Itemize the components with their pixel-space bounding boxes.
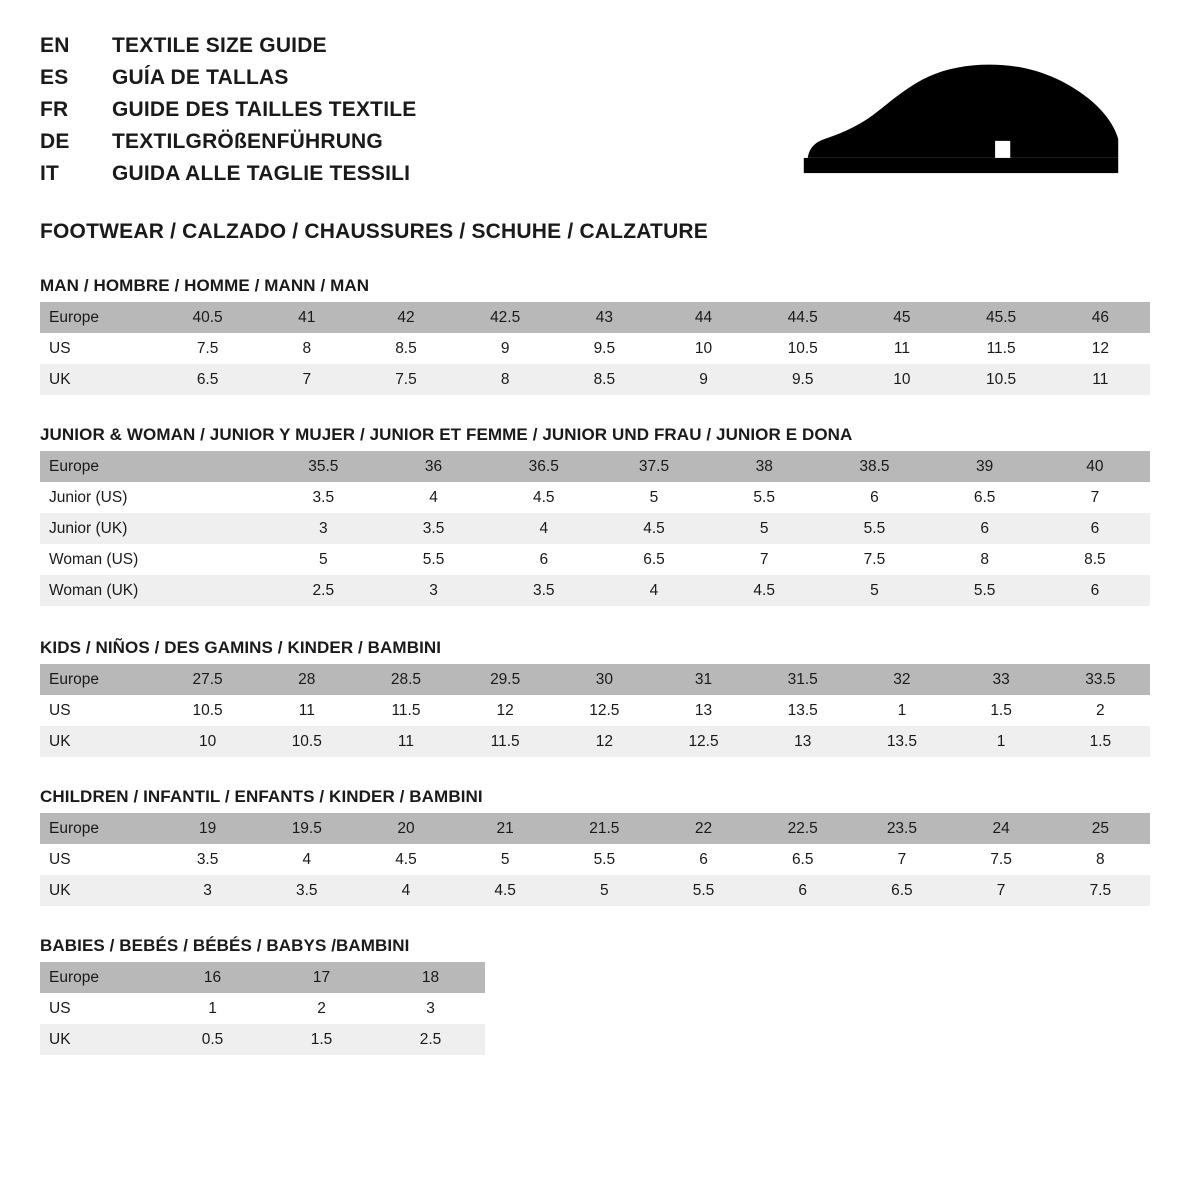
size-cell: 31.5 <box>753 664 852 695</box>
size-table <box>40 664 1150 757</box>
section-title: JUNIOR & WOMAN / JUNIOR Y MUJER / JUNIOR ET FEMME / JUNIOR UND FRAU / JUNIOR E DONA <box>40 425 853 444</box>
size-cell: 3.5 <box>268 482 378 513</box>
size-cell: 46 <box>1051 302 1150 333</box>
size-cell: 3 <box>158 875 257 906</box>
size-cell: 2.5 <box>268 575 378 606</box>
size-cell: 6 <box>489 544 599 575</box>
size-cell: 41 <box>257 302 356 333</box>
language-row <box>40 66 416 98</box>
size-cell: 3.5 <box>489 575 599 606</box>
table-row <box>40 1024 485 1055</box>
size-section <box>40 787 1160 906</box>
size-cell: 4 <box>489 513 599 544</box>
size-cell: 28.5 <box>356 664 455 695</box>
size-cell: 25 <box>1051 813 1150 844</box>
size-cell: 4.5 <box>456 875 555 906</box>
table-header-row <box>40 813 1150 844</box>
table-row <box>40 513 1150 544</box>
size-table <box>40 962 485 1055</box>
row-label: UK <box>40 875 158 906</box>
size-cell: 10.5 <box>257 726 356 757</box>
size-cell: 5.5 <box>555 844 654 875</box>
size-cell: 18 <box>376 962 485 993</box>
language-list <box>40 34 416 194</box>
language-code: IT <box>40 162 60 185</box>
size-cell: 4.5 <box>489 482 599 513</box>
size-cell: 11 <box>1051 364 1150 395</box>
size-section <box>40 638 1160 757</box>
size-cell: 13 <box>654 695 753 726</box>
size-cell: 29.5 <box>456 664 555 695</box>
size-cell: 3.5 <box>158 844 257 875</box>
size-cell: 8 <box>930 544 1040 575</box>
language-code: FR <box>40 98 69 121</box>
size-cell: 6 <box>654 844 753 875</box>
size-cell: 12 <box>456 695 555 726</box>
size-cell <box>158 544 268 575</box>
table-row <box>40 875 1150 906</box>
size-cell: 8.5 <box>356 333 455 364</box>
size-cell: 6 <box>753 875 852 906</box>
size-cell: 3.5 <box>257 875 356 906</box>
size-cell: 6 <box>1040 575 1150 606</box>
size-cell: 13.5 <box>753 695 852 726</box>
size-cell: 6.5 <box>852 875 951 906</box>
section-title: CHILDREN / INFANTIL / ENFANTS / KINDER / BAMBINI <box>40 787 483 806</box>
size-cell: 5 <box>456 844 555 875</box>
table-header-row <box>40 962 485 993</box>
size-cell: 8 <box>257 333 356 364</box>
size-cell: 22.5 <box>753 813 852 844</box>
size-cell: 10 <box>852 364 951 395</box>
size-cell: 5.5 <box>930 575 1040 606</box>
size-section <box>40 936 1160 1055</box>
size-cell: 11 <box>356 726 455 757</box>
size-section <box>40 276 1160 395</box>
size-cell: 7.5 <box>952 844 1051 875</box>
size-cell: 4.5 <box>356 844 455 875</box>
size-cell: 9.5 <box>555 333 654 364</box>
size-cell: 21.5 <box>555 813 654 844</box>
table-row <box>40 726 1150 757</box>
language-row <box>40 98 416 130</box>
size-cell: 9 <box>654 364 753 395</box>
size-cell: 10.5 <box>753 333 852 364</box>
section-title: MAN / HOMBRE / HOMME / MANN / MAN <box>40 276 370 295</box>
size-cell: 1.5 <box>267 1024 376 1055</box>
size-cell: 4 <box>257 844 356 875</box>
size-cell: 6.5 <box>599 544 709 575</box>
size-cell: 23.5 <box>852 813 951 844</box>
row-label: Europe <box>40 451 158 482</box>
page-header <box>40 34 1160 194</box>
table-row <box>40 482 1150 513</box>
size-cell: 44.5 <box>753 302 852 333</box>
size-table <box>40 813 1150 906</box>
size-cell: 36.5 <box>489 451 599 482</box>
row-label: US <box>40 993 158 1024</box>
size-cell: 5 <box>709 513 819 544</box>
language-title: TEXTILGRÖßENFÜHRUNG <box>112 130 383 153</box>
size-cell: 33.5 <box>1051 664 1150 695</box>
size-cell: 40.5 <box>158 302 257 333</box>
size-cell: 12.5 <box>555 695 654 726</box>
size-cell: 38 <box>709 451 819 482</box>
size-cell: 7 <box>952 875 1051 906</box>
size-cell: 10 <box>654 333 753 364</box>
size-cell: 22 <box>654 813 753 844</box>
size-cell: 17 <box>267 962 376 993</box>
size-cell: 5 <box>555 875 654 906</box>
size-cell: 16 <box>158 962 267 993</box>
size-cell: 10 <box>158 726 257 757</box>
language-row <box>40 162 416 194</box>
page-subtitle: FOOTWEAR / CALZADO / CHAUSSURES / SCHUHE / CALZATURE <box>40 220 709 243</box>
row-label: UK <box>40 726 158 757</box>
size-cell <box>158 451 268 482</box>
size-section <box>40 425 1160 606</box>
size-table <box>40 451 1150 606</box>
size-cell: 1 <box>852 695 951 726</box>
size-cell: 1.5 <box>952 695 1051 726</box>
row-label: US <box>40 333 158 364</box>
table-row <box>40 333 1150 364</box>
size-cell: 4 <box>378 482 488 513</box>
size-cell: 7 <box>852 844 951 875</box>
size-cell: 6 <box>1040 513 1150 544</box>
table-row <box>40 844 1150 875</box>
size-cell: 6 <box>930 513 1040 544</box>
table-row <box>40 993 485 1024</box>
size-cell: 11.5 <box>456 726 555 757</box>
row-label: Junior (US) <box>40 482 158 513</box>
row-label: US <box>40 695 158 726</box>
size-cell: 21 <box>456 813 555 844</box>
size-cell: 11.5 <box>356 695 455 726</box>
size-cell: 37.5 <box>599 451 709 482</box>
size-cell: 5.5 <box>709 482 819 513</box>
size-cell: 3 <box>378 575 488 606</box>
size-cell: 7.5 <box>356 364 455 395</box>
size-cell: 6.5 <box>158 364 257 395</box>
size-cell: 3 <box>268 513 378 544</box>
size-cell: 7.5 <box>819 544 929 575</box>
language-title: TEXTILE SIZE GUIDE <box>112 34 327 57</box>
size-cell: 13 <box>753 726 852 757</box>
table-header-row <box>40 302 1150 333</box>
size-cell: 9.5 <box>753 364 852 395</box>
row-label: Europe <box>40 302 158 333</box>
size-cell: 10.5 <box>952 364 1051 395</box>
size-cell: 4 <box>356 875 455 906</box>
size-cell <box>158 482 268 513</box>
size-tables-container <box>40 276 1160 1055</box>
size-cell: 6.5 <box>753 844 852 875</box>
section-title: BABIES / BEBÉS / BÉBÉS / BABYS /BAMBINI <box>40 936 410 955</box>
size-cell: 33 <box>952 664 1051 695</box>
table-header-row <box>40 664 1150 695</box>
row-label: Junior (UK) <box>40 513 158 544</box>
size-cell: 2.5 <box>376 1024 485 1055</box>
size-cell: 42.5 <box>456 302 555 333</box>
size-cell: 10.5 <box>158 695 257 726</box>
size-cell: 24 <box>952 813 1051 844</box>
table-header-row <box>40 451 1150 482</box>
size-cell: 7 <box>257 364 356 395</box>
size-cell: 5.5 <box>654 875 753 906</box>
size-cell: 11.5 <box>952 333 1051 364</box>
size-cell: 2 <box>1051 695 1150 726</box>
size-cell: 5 <box>819 575 929 606</box>
language-code: ES <box>40 66 69 89</box>
size-cell: 2 <box>267 993 376 1024</box>
size-cell: 38.5 <box>819 451 929 482</box>
language-title: GUÍA DE TALLAS <box>112 66 289 89</box>
size-cell: 12.5 <box>654 726 753 757</box>
size-cell: 30 <box>555 664 654 695</box>
size-cell: 36 <box>378 451 488 482</box>
size-cell: 32 <box>852 664 951 695</box>
language-row <box>40 130 416 162</box>
row-label: Europe <box>40 664 158 695</box>
size-cell: 11 <box>257 695 356 726</box>
size-cell: 0.5 <box>158 1024 267 1055</box>
size-cell: 27.5 <box>158 664 257 695</box>
size-cell <box>158 513 268 544</box>
table-row <box>40 575 1150 606</box>
row-label: Europe <box>40 962 158 993</box>
size-cell: 4.5 <box>599 513 709 544</box>
size-cell: 12 <box>555 726 654 757</box>
language-title: GUIDA ALLE TAGLIE TESSILI <box>112 162 411 185</box>
size-cell: 1 <box>158 993 267 1024</box>
row-label: Europe <box>40 813 158 844</box>
size-cell: 6.5 <box>930 482 1040 513</box>
size-cell: 19.5 <box>257 813 356 844</box>
size-cell: 31 <box>654 664 753 695</box>
size-cell: 5 <box>268 544 378 575</box>
size-cell: 5 <box>599 482 709 513</box>
size-cell: 4 <box>599 575 709 606</box>
size-cell: 28 <box>257 664 356 695</box>
size-cell: 5.5 <box>378 544 488 575</box>
size-cell: 45.5 <box>952 302 1051 333</box>
size-cell: 43 <box>555 302 654 333</box>
size-cell: 8 <box>456 364 555 395</box>
language-row <box>40 34 416 66</box>
row-label: Woman (US) <box>40 544 158 575</box>
size-cell: 7.5 <box>158 333 257 364</box>
size-cell: 7.5 <box>1051 875 1150 906</box>
table-row <box>40 544 1150 575</box>
size-cell: 39 <box>930 451 1040 482</box>
size-cell: 42 <box>356 302 455 333</box>
row-label: Woman (UK) <box>40 575 158 606</box>
language-code: DE <box>40 130 70 153</box>
language-title: GUIDE DES TAILLES TEXTILE <box>112 98 417 121</box>
size-cell: 9 <box>456 333 555 364</box>
table-row <box>40 364 1150 395</box>
row-label: UK <box>40 364 158 395</box>
size-cell: 44 <box>654 302 753 333</box>
size-cell: 35.5 <box>268 451 378 482</box>
size-cell: 19 <box>158 813 257 844</box>
size-cell: 7 <box>709 544 819 575</box>
size-cell: 8.5 <box>1040 544 1150 575</box>
size-cell: 3.5 <box>378 513 488 544</box>
size-cell: 6 <box>819 482 929 513</box>
size-cell: 7 <box>1040 482 1150 513</box>
size-cell: 4.5 <box>709 575 819 606</box>
table-row <box>40 695 1150 726</box>
size-cell: 11 <box>852 333 951 364</box>
language-code: EN <box>40 34 70 57</box>
size-cell: 1 <box>952 726 1051 757</box>
row-label: UK <box>40 1024 158 1055</box>
size-table <box>40 302 1150 395</box>
size-cell: 8.5 <box>555 364 654 395</box>
size-cell: 8 <box>1051 844 1150 875</box>
size-cell <box>158 575 268 606</box>
row-label: US <box>40 844 158 875</box>
section-title: KIDS / NIÑOS / DES GAMINS / KINDER / BAMBINI <box>40 638 442 657</box>
size-cell: 5.5 <box>819 513 929 544</box>
dress-shoe-icon <box>800 34 1160 186</box>
size-cell: 12 <box>1051 333 1150 364</box>
size-cell: 13.5 <box>852 726 951 757</box>
size-cell: 45 <box>852 302 951 333</box>
size-cell: 1.5 <box>1051 726 1150 757</box>
size-cell: 40 <box>1040 451 1150 482</box>
size-cell: 3 <box>376 993 485 1024</box>
size-cell: 20 <box>356 813 455 844</box>
